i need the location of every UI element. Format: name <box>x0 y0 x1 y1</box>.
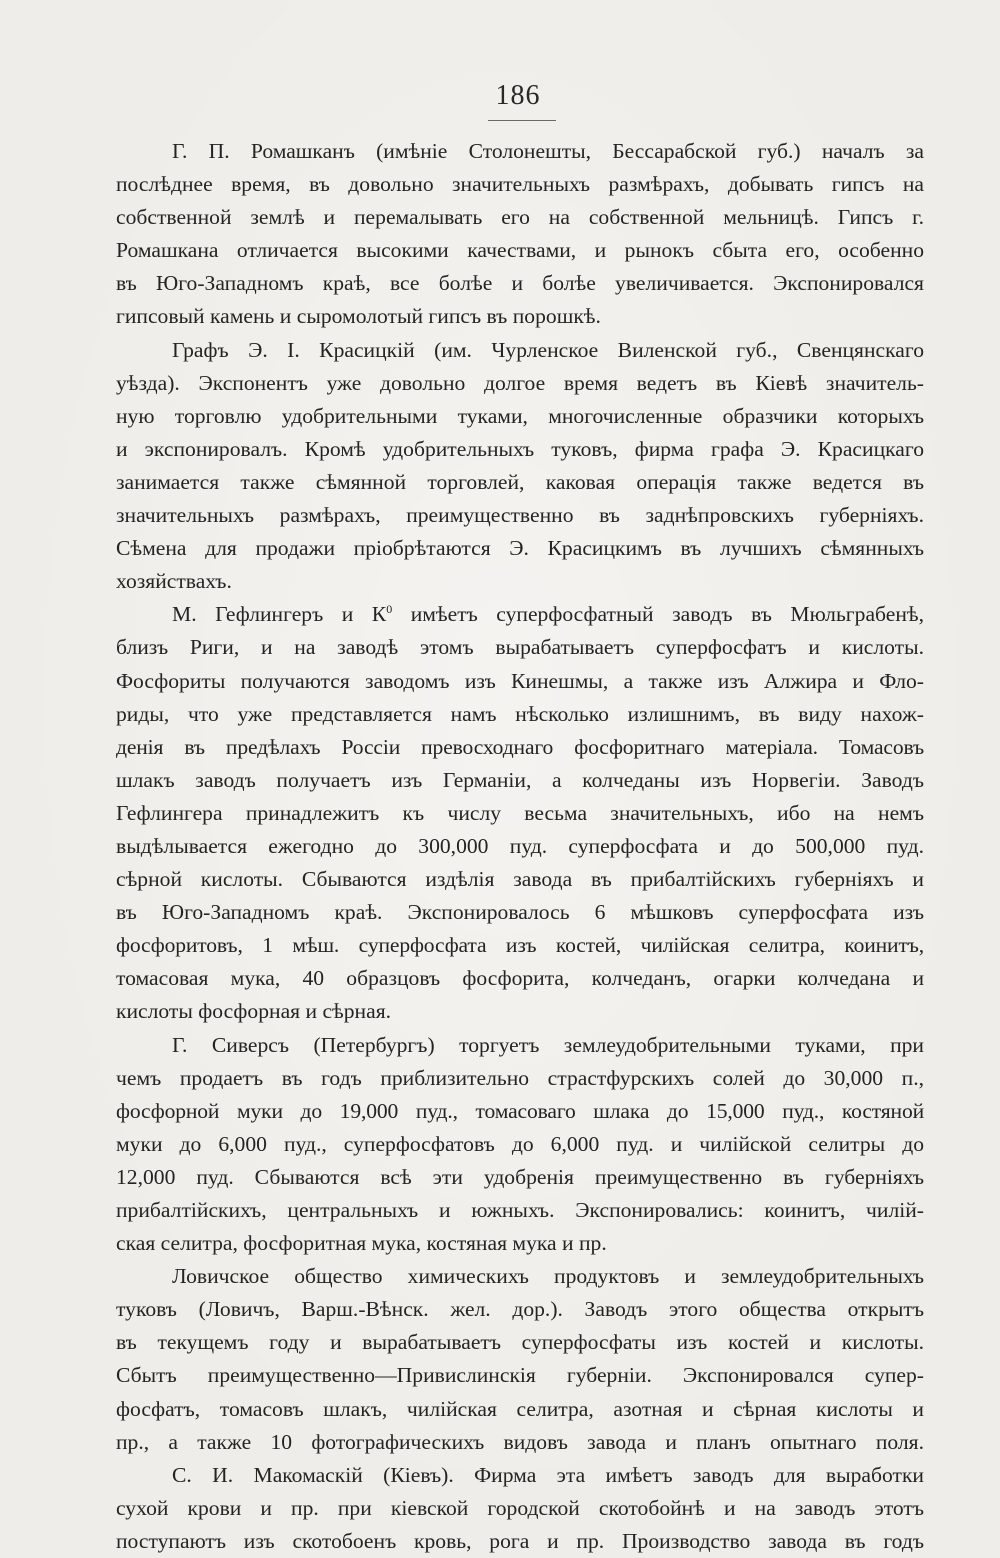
text-line: томасовая мука, 40 образцовъ фосфорита, колчеданъ, огарки колчедана и <box>116 966 924 991</box>
text-line: фосфатъ, томасовъ шлакъ, чилійская селитра, азотная и сѣрная кислоты и <box>116 1396 924 1421</box>
text-line: Сѣмена для продажи пріобрѣтаются Э. Красицкимъ въ лучшихъ сѣмянныхъ <box>116 536 924 561</box>
text-line: гипсовый камень и сыромолотый гипсъ въ порошкѣ. <box>116 304 601 329</box>
text-fragment: М. Гефлингеръ и К <box>172 602 387 627</box>
text-line: выдѣлывается ежегодно до 300,000 пуд. суперфосфата и до 500,000 пуд. <box>116 833 924 858</box>
text-line: кислоты фосфорная и сѣрная. <box>116 999 392 1024</box>
text-line: въ текущемъ году и вырабатываетъ суперфосфаты изъ костей и кислоты. <box>116 1330 924 1355</box>
text-line: Г. П. Ромашканъ (имѣніе Столонешты, Бессарабской губ.) началъ за <box>172 139 924 163</box>
text-fragment: имѣетъ суперфосфатный заводъ въ Мюльграбенѣ, <box>410 602 924 627</box>
text-line: муки до 6,000 пуд., суперфосфатовъ до 6,000 пуд. и чилійской селитры до <box>116 1131 924 1156</box>
text-line: ская селитра, фосфоритная мука, костяная мука и пр. <box>116 1231 607 1256</box>
text-line: занимается также сѣмянной торговлей, каковая операція также ведется въ <box>116 469 924 494</box>
text-line: шлакъ заводъ получаетъ изъ Германіи, а колчеданы изъ Норвегіи. Заводъ <box>116 767 924 792</box>
text-line: въ Юго-Западномъ краѣ, все болѣе и болѣе увеличивается. Экспонировался <box>116 271 924 296</box>
text-line: С. И. Макомаскій (Кіевъ). Фирма эта имѣетъ заводъ для выработки <box>172 1462 924 1487</box>
text-line: риды, что уже представляется намъ нѣсколько излишнимъ, въ виду нахож- <box>116 701 924 726</box>
text-line: значительныхъ размѣрахъ, преимущественно въ заднѣпровскихъ губерніяхъ. <box>116 503 924 528</box>
text-line: Ловичское общество химическихъ продуктовъ и землеудобрительныхъ <box>172 1264 924 1289</box>
text-line: денія въ предѣлахъ Россіи превосходнаго фосфоритнаго матеріала. Томасовъ <box>116 734 924 759</box>
text-line: Гефлингера принадлежитъ къ числу весьма значительныхъ, ибо на немъ <box>116 800 924 825</box>
text-line: собственной землѣ и перемалывать его на собственной мельницѣ. Гипсъ г. <box>116 205 924 230</box>
text-line: ную торговлю удобрительными туками, многочисленные образчики которыхъ <box>116 403 924 428</box>
text-line: фосфоритовъ, 1 мѣш. суперфосфата изъ костей, чилійская селитра, коинитъ, <box>116 933 924 958</box>
text-line: прибалтійскихъ, центральныхъ и южныхъ. Экспонировались: коинитъ, чилій- <box>116 1198 924 1222</box>
text-line: Сбытъ преимущественно—Привислинскія губерніи. Экспонировался супер- <box>116 1363 924 1388</box>
text-line: сухой крови и пр. при кіевской городской скотобойнѣ и на заводъ этотъ <box>116 1495 924 1520</box>
text-line: фосфорной муки до 19,000 пуд., томасоваго шлака до 15,000 пуд., костяной <box>116 1098 924 1123</box>
text-line: 12,000 пуд. Сбываются всѣ эти удобренія преимущественно въ губерніяхъ <box>116 1164 924 1189</box>
text-line: поступаютъ изъ скотобоенъ кровь, рога и пр. Производство завода въ годъ <box>116 1528 924 1553</box>
text-line: уѣзда). Экспонентъ уже довольно долгое время ведетъ въ Кіевѣ значитель- <box>116 370 924 395</box>
text-line: послѣднее время, въ довольно значительныхъ размѣрахъ, добывать гипсъ на <box>116 172 924 197</box>
text-line: хозяйствахъ. <box>116 569 232 594</box>
text-line: сѣрной кислоты. Сбываются издѣлія завода въ прибалтійскихъ губерніяхъ и <box>116 867 924 892</box>
text-line: близъ Риги, и на заводѣ этомъ вырабатываетъ суперфосфатъ и кислоты. <box>116 635 924 660</box>
page-number: 186 <box>495 80 541 111</box>
text-line: чемъ продаетъ въ годъ приблизительно страстфурскихъ солей до 30,000 п., <box>116 1065 924 1090</box>
text-line: Фосфориты получаются заводомъ изъ Кинешмы, а также изъ Алжира и Фло- <box>116 668 924 693</box>
text-line: пр., а также 10 фотографическихъ видовъ завода и планъ опытнаго поля. <box>116 1429 924 1454</box>
text-line: туковъ (Ловичъ, Варш.-Вѣнск. жел. дор.). Заводъ этого общества открытъ <box>116 1297 924 1322</box>
superscript: 0 <box>386 602 393 617</box>
text-line: и экспонировалъ. Кромѣ удобрительныхъ туковъ, фирма графа Э. Красицкаго <box>116 436 924 461</box>
text-line: въ Юго-Западномъ краѣ. Экспонировалось 6 мѣшковъ суперфосфата изъ <box>116 900 924 925</box>
text-line: Графъ Э. І. Красицкій (им. Чурленское Виленской губ., Свенцянскаго <box>172 337 924 362</box>
page-number-rule <box>488 120 556 121</box>
text-line-with-superscript <box>116 598 924 631</box>
text-line: Ромашкана отличается высокими качествами, и рынокъ сбыта его, особенно <box>116 238 924 263</box>
text-line: Г. Сиверсъ (Петербургъ) торгуетъ землеудобрительными туками, при <box>172 1032 924 1057</box>
body-text <box>116 135 924 1558</box>
